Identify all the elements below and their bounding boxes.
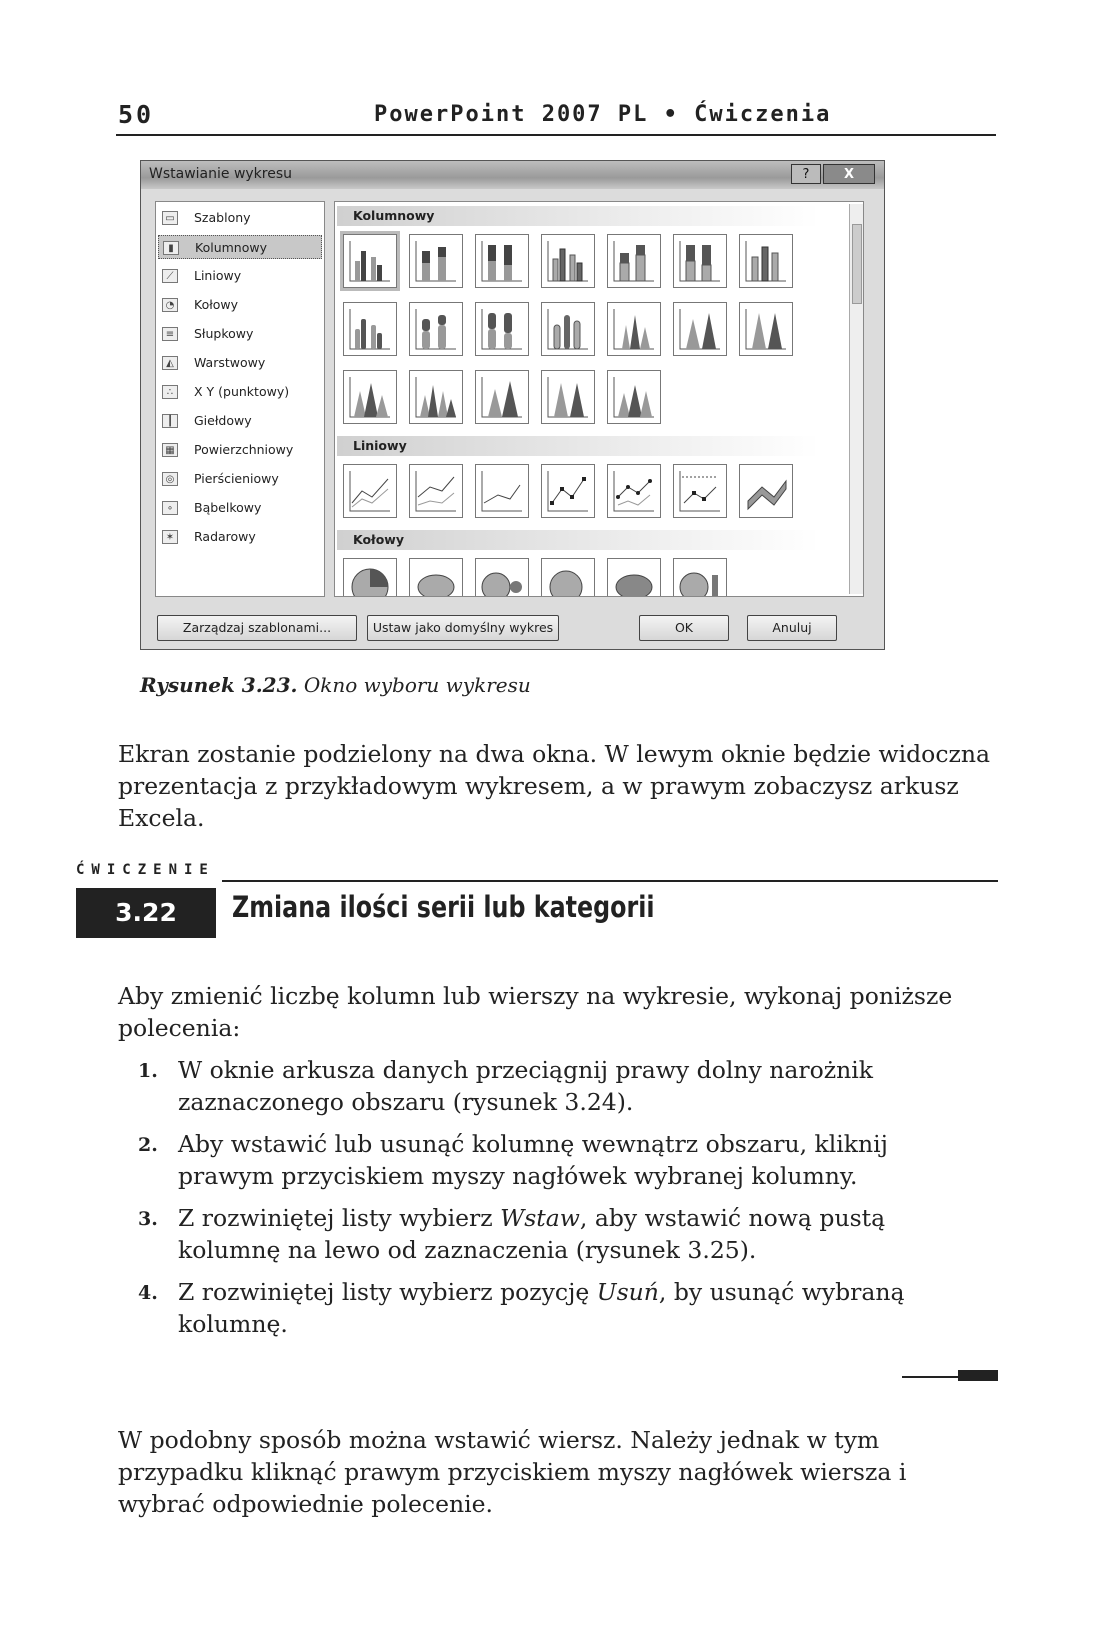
- 3d-clustered-column-icon: [544, 237, 592, 285]
- line-chart-icon: [346, 467, 394, 515]
- category-item-xy[interactable]: ∴ X Y (punktowy): [158, 380, 322, 404]
- 3d-percent-column-icon: [676, 237, 724, 285]
- dialog-title: Wstawianie wykresu: [149, 166, 293, 182]
- chart-thumbnail[interactable]: [409, 370, 463, 424]
- body-paragraph: Ekran zostanie podzielony na dwa okna. W lewym oknie będzie widoczna prezentacja z przykładowym wykresem, a w prawym zobaczysz arkusz Excela.: [118, 740, 991, 832]
- category-item-gieldowy[interactable]: ┃ Giełdowy: [158, 409, 322, 433]
- chart-thumbnail[interactable]: [475, 464, 529, 518]
- manage-templates-button[interactable]: Zarządzaj szablonami...: [157, 615, 357, 641]
- chart-thumbnail[interactable]: [475, 234, 529, 288]
- chart-thumbnail[interactable]: [541, 302, 595, 356]
- exercise-rule: [222, 880, 998, 882]
- chart-thumbnail[interactable]: [475, 302, 529, 356]
- header-rule: [116, 134, 996, 136]
- cancel-button[interactable]: Anuluj: [747, 615, 837, 641]
- category-item-kolowy[interactable]: ◔ Kołowy: [158, 293, 322, 317]
- section-header-kolumnowy: Kolumnowy: [337, 206, 819, 226]
- exploded-pie-icon: [544, 561, 592, 597]
- chart-thumbnail[interactable]: [607, 464, 661, 518]
- body-paragraph: W podobny sposób można wstawić wiersz. Należy jednak w tym przypadku kliknąć prawym przyciskiem myszy nagłówek wiersza i wybrać odpowiednie polecenie.: [118, 1426, 907, 1518]
- chart-thumbnail[interactable]: [541, 370, 595, 424]
- chart-thumbnail[interactable]: [673, 464, 727, 518]
- 3d-pyramid-icon: [610, 373, 658, 421]
- insert-chart-dialog: [140, 160, 885, 650]
- chart-thumbnail[interactable]: [739, 464, 793, 518]
- 3d-line-icon: [742, 467, 790, 515]
- chart-thumbnail[interactable]: [343, 302, 397, 356]
- chart-thumbnail[interactable]: [343, 234, 397, 288]
- percent-line-markers-icon: [676, 467, 724, 515]
- close-button[interactable]: X: [823, 164, 875, 184]
- chart-gallery: [334, 201, 864, 597]
- percent-cylinder-icon: [478, 305, 526, 353]
- caption-text: Okno wyboru wykresu: [303, 673, 531, 697]
- gallery-scrollbar[interactable]: [849, 204, 864, 594]
- chart-thumbnail[interactable]: [673, 234, 727, 288]
- category-item-liniowy[interactable]: ⟋ Liniowy: [158, 264, 322, 288]
- chart-thumbnail[interactable]: [409, 558, 463, 597]
- chart-thumbnail[interactable]: [607, 234, 661, 288]
- chart-thumbnail[interactable]: [673, 558, 727, 597]
- section-header-liniowy: Liniowy: [337, 436, 819, 456]
- category-item-powierzchniowy[interactable]: ▦ Powierzchniowy: [158, 438, 322, 462]
- chart-thumbnail[interactable]: [739, 234, 793, 288]
- exercise-title: Zmiana ilości serii lub kategorii: [232, 890, 655, 924]
- chart-thumbnail[interactable]: [343, 558, 397, 597]
- dialog-title-bar: [141, 161, 884, 189]
- section-header-kolowy: Kołowy: [337, 530, 819, 550]
- chart-thumbnail[interactable]: [343, 464, 397, 518]
- caption-label: Rysunek 3.23.: [140, 673, 298, 697]
- chart-thumbnail[interactable]: [607, 558, 661, 597]
- set-default-chart-button[interactable]: Ustaw jako domyślny wykres: [367, 615, 559, 641]
- category-item-radarowy[interactable]: ✶ Radarowy: [158, 525, 322, 549]
- pie-of-pie-icon: [478, 561, 526, 597]
- column-chart-icon: ▮: [163, 241, 179, 255]
- scatter-chart-icon: ∴: [162, 385, 178, 399]
- category-item-babelkowy[interactable]: ∘ Bąbelkowy: [158, 496, 322, 520]
- folder-icon: ▭: [162, 211, 178, 225]
- percent-line-icon: [478, 467, 526, 515]
- pie-chart-icon: ◔: [162, 298, 178, 312]
- line-markers-icon: [544, 467, 592, 515]
- percent-pyramid-icon: [544, 373, 592, 421]
- category-item-slupkowy[interactable]: ≡ Słupkowy: [158, 322, 322, 346]
- category-item-szablony[interactable]: ▭ Szablony: [158, 206, 322, 230]
- figure-caption: [140, 673, 531, 697]
- help-button[interactable]: ?: [791, 164, 821, 184]
- stacked-line-markers-icon: [610, 467, 658, 515]
- radar-chart-icon: ✶: [162, 530, 178, 544]
- chart-thumbnail[interactable]: [409, 302, 463, 356]
- clustered-column-icon: [346, 237, 394, 285]
- chart-thumbnail[interactable]: [541, 558, 595, 597]
- 3d-exploded-pie-icon: [610, 561, 658, 597]
- ok-button[interactable]: OK: [639, 615, 729, 641]
- category-item-warstwowy[interactable]: ◭ Warstwowy: [158, 351, 322, 375]
- chart-thumbnail[interactable]: [673, 302, 727, 356]
- pyramid-chart-icon: [412, 373, 460, 421]
- stacked-pyramid-icon: [478, 373, 526, 421]
- 3d-cone-icon: [346, 373, 394, 421]
- percent-stacked-column-icon: [478, 237, 526, 285]
- stock-chart-icon: ┃: [162, 414, 178, 428]
- chart-thumbnail[interactable]: [541, 234, 595, 288]
- chart-thumbnail[interactable]: [739, 302, 793, 356]
- pie-chart-icon: [346, 561, 394, 597]
- bar-chart-icon: ≡: [162, 327, 178, 341]
- stacked-line-icon: [412, 467, 460, 515]
- exercise-label: ĆWICZENIE: [76, 862, 215, 878]
- category-item-pierscieniowy[interactable]: ◎ Pierścieniowy: [158, 467, 322, 491]
- chart-thumbnail[interactable]: [475, 558, 529, 597]
- exercise-end-mark-block: [958, 1370, 998, 1381]
- percent-cone-icon: [742, 305, 790, 353]
- bar-of-pie-icon: [676, 561, 724, 597]
- exercise-end-mark: [902, 1376, 962, 1378]
- line-chart-icon: ⟋: [162, 269, 178, 283]
- area-chart-icon: ◭: [162, 356, 178, 370]
- stacked-cylinder-icon: [412, 305, 460, 353]
- scrollbar-thumb[interactable]: [852, 224, 862, 304]
- bubble-chart-icon: ∘: [162, 501, 178, 515]
- cylinder-chart-icon: [346, 305, 394, 353]
- body-paragraph: Aby zmienić liczbę kolumn lub wierszy na wykresie, wykonaj poniższe polecenia:: [118, 982, 953, 1042]
- chart-thumbnail[interactable]: [607, 370, 661, 424]
- chart-thumbnail[interactable]: [343, 370, 397, 424]
- doughnut-chart-icon: ◎: [162, 472, 178, 486]
- 3d-pie-icon: [412, 561, 460, 597]
- chart-thumbnail[interactable]: [475, 370, 529, 424]
- 3d-cylinder-icon: [544, 305, 592, 353]
- stacked-column-icon: [412, 237, 460, 285]
- cone-chart-icon: [610, 305, 658, 353]
- chart-thumbnail[interactable]: [409, 234, 463, 288]
- chart-thumbnail[interactable]: [541, 464, 595, 518]
- page-number: 50: [118, 100, 155, 129]
- chart-thumbnail[interactable]: [607, 302, 661, 356]
- 3d-stacked-column-icon: [610, 237, 658, 285]
- surface-chart-icon: ▦: [162, 443, 178, 457]
- category-item-kolumnowy[interactable]: ▮ Kolumnowy: [158, 235, 322, 259]
- chart-thumbnail[interactable]: [409, 464, 463, 518]
- 3d-column-icon: [742, 237, 790, 285]
- exercise-number: 3.22: [76, 888, 216, 938]
- stacked-cone-icon: [676, 305, 724, 353]
- running-header-title: PowerPoint 2007 PL • Ćwiczenia: [374, 102, 832, 127]
- chart-category-list: [155, 201, 325, 597]
